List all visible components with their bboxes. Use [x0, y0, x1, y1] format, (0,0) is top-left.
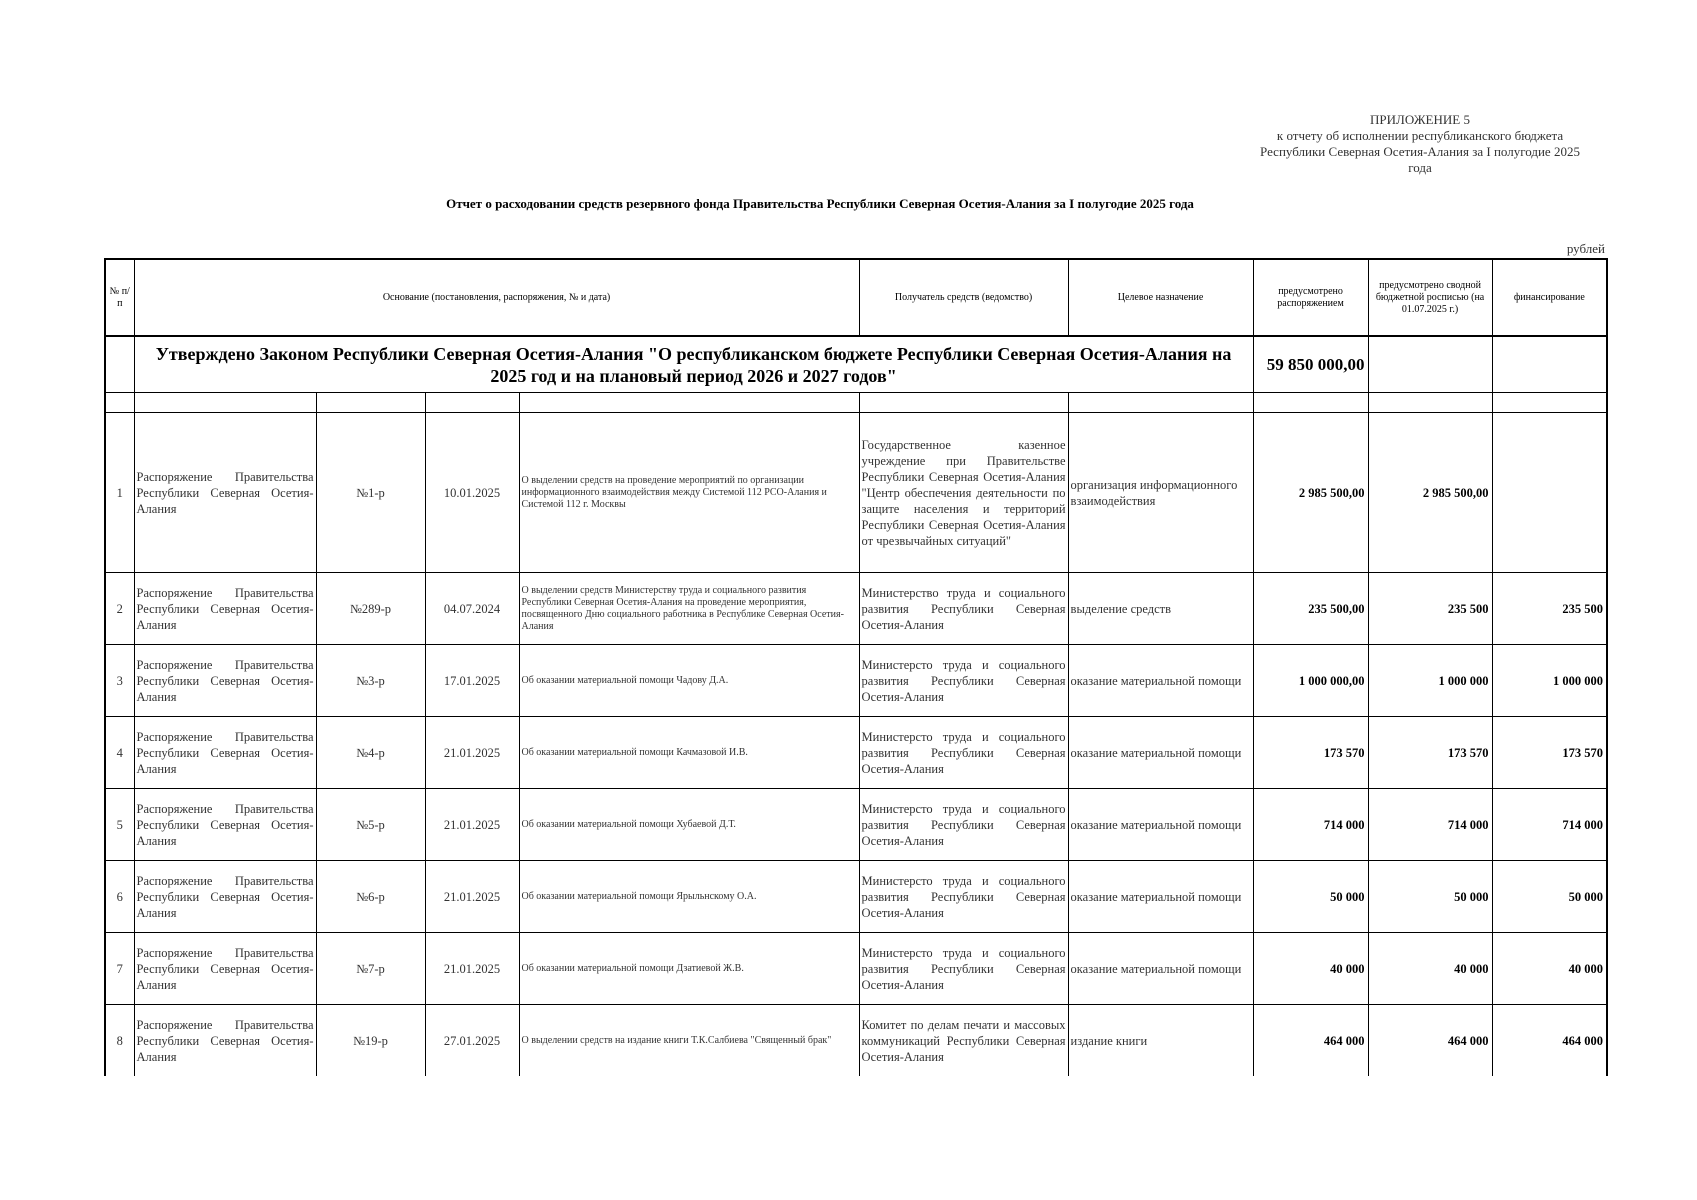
document-title: Отчет о расходовании средств резервного фонда Правительства Республики Северная Осетия-Алания за I полугодие 2025 года — [446, 196, 1194, 211]
approved-budget-cell — [1368, 336, 1492, 393]
row-recipient: Министерсто труда и социального развития Республики Северная Осетия-Алания — [859, 933, 1068, 1005]
row-doc-date: 21.01.2025 — [425, 717, 519, 789]
row-budget-amount: 235 500 — [1368, 573, 1492, 645]
row-budget-amount: 50 000 — [1368, 861, 1492, 933]
appendix-line-3: Республики Северная Осетия-Алания за I полугодие 2025 — [1260, 144, 1580, 159]
row-financing-amount: 464 000 — [1492, 1005, 1607, 1077]
row-target: оказание материальной помощи — [1068, 717, 1253, 789]
row-target: оказание материальной помощи — [1068, 645, 1253, 717]
row-doc-number: №289-р — [316, 573, 425, 645]
row-financing-amount: 714 000 — [1492, 789, 1607, 861]
table-body — [105, 336, 1607, 1076]
row-planned-amount: 714 000 — [1253, 789, 1368, 861]
row-financing-amount: 40 000 — [1492, 933, 1607, 1005]
row-basis: Распоряжение Правительства Республики Северная Осетия-Алания — [134, 413, 316, 573]
header-planned: предусмотрено распоряжением — [1253, 259, 1368, 336]
row-planned-amount: 235 500,00 — [1253, 573, 1368, 645]
row-target: оказание материальной помощи — [1068, 789, 1253, 861]
row-financing-amount: 173 570 — [1492, 717, 1607, 789]
row-doc-date: 04.07.2024 — [425, 573, 519, 645]
row-planned-amount: 464 000 — [1253, 1005, 1368, 1077]
row-recipient: Министерство труда и социального развития Республики Северная Осетия-Алания — [859, 573, 1068, 645]
row-basis: Распоряжение Правительства Республики Северная Осетия-Алания — [134, 933, 316, 1005]
appendix-line-4: года — [1408, 160, 1432, 175]
row-financing-amount: 235 500 — [1492, 573, 1607, 645]
row-planned-amount: 50 000 — [1253, 861, 1368, 933]
row-purpose: О выделении средств на издание книги Т.К.Салбиева "Священный брак" — [519, 1005, 859, 1077]
appendix-line-1: ПРИЛОЖЕНИЕ 5 — [1370, 112, 1470, 127]
row-basis: Распоряжение Правительства Республики Северная Осетия-Алания — [134, 717, 316, 789]
reserve-fund-table — [104, 258, 1608, 1076]
row-target: оказание материальной помощи — [1068, 933, 1253, 1005]
row-planned-amount: 173 570 — [1253, 717, 1368, 789]
row-target: организация информационного взаимодействия — [1068, 413, 1253, 573]
row-planned-amount: 1 000 000,00 — [1253, 645, 1368, 717]
row-planned-amount: 2 985 500,00 — [1253, 413, 1368, 573]
row-basis: Распоряжение Правительства Республики Северная Осетия-Алания — [134, 789, 316, 861]
appendix-line-2: к отчету об исполнении республиканского бюджета — [1276, 128, 1564, 143]
row-num: 1 — [105, 413, 134, 573]
row-purpose: Об оказании материальной помощи Хубаевой Д.Т. — [519, 789, 859, 861]
row-doc-date: 27.01.2025 — [425, 1005, 519, 1077]
row-target: выделение средств — [1068, 573, 1253, 645]
spacer-cell — [1492, 393, 1607, 413]
row-target: издание книги — [1068, 1005, 1253, 1077]
row-purpose: О выделении средств Министерству труда и социального развития Республики Северная Осетия-Алания на проведение мероприятия, посвященного Дню социального работника в Республике Северная Осетия-Алания — [519, 573, 859, 645]
row-recipient: Министерсто труда и социального развития Республики Северная Осетия-Алания — [859, 645, 1068, 717]
table-row — [105, 861, 1607, 933]
table-row — [105, 717, 1607, 789]
row-recipient: Министерсто труда и социального развития Республики Северная Осетия-Алания — [859, 789, 1068, 861]
header-target: Целевое назначение — [1068, 259, 1253, 336]
row-financing-amount: 1 000 000 — [1492, 645, 1607, 717]
row-purpose: О выделении средств на проведение мероприятий по организации информационного взаимодействия между Системой 112 РСО-Алания и Системой 112 г. Москвы — [519, 413, 859, 573]
spacer-cell — [105, 393, 134, 413]
row-budget-amount: 1 000 000 — [1368, 645, 1492, 717]
header-num: № п/п — [105, 259, 134, 336]
table-row — [105, 1005, 1607, 1077]
row-budget-amount: 2 985 500,00 — [1368, 413, 1492, 573]
row-num: 7 — [105, 933, 134, 1005]
row-purpose: Об оказании материальной помощи Ярыльнскому О.А. — [519, 861, 859, 933]
row-financing-amount — [1492, 413, 1607, 573]
spacer-cell — [425, 393, 519, 413]
row-num: 8 — [105, 1005, 134, 1077]
row-num: 3 — [105, 645, 134, 717]
header-basis: Основание (постановления, распоряжения, № и дата) — [134, 259, 859, 336]
row-doc-number: №1-р — [316, 413, 425, 573]
approved-row — [105, 336, 1607, 393]
table-row — [105, 573, 1607, 645]
row-budget-amount: 464 000 — [1368, 1005, 1492, 1077]
row-recipient: Комитет по делам печати и массовых коммуникаций Республики Северная Осетия-Алания — [859, 1005, 1068, 1077]
header-recipient: Получатель средств (ведомство) — [859, 259, 1068, 336]
row-budget-amount: 173 570 — [1368, 717, 1492, 789]
row-doc-number: №7-р — [316, 933, 425, 1005]
row-doc-number: №19-р — [316, 1005, 425, 1077]
row-num: 6 — [105, 861, 134, 933]
row-target: оказание материальной помощи — [1068, 861, 1253, 933]
spacer-cell — [316, 393, 425, 413]
spacer-cell — [1253, 393, 1368, 413]
row-purpose: Об оказании материальной помощи Дзатиевой Ж.В. — [519, 933, 859, 1005]
approved-num-cell — [105, 336, 134, 393]
header-financing: финансирование — [1492, 259, 1607, 336]
row-num: 5 — [105, 789, 134, 861]
row-doc-date: 21.01.2025 — [425, 861, 519, 933]
row-basis: Распоряжение Правительства Республики Северная Осетия-Алания — [134, 1005, 316, 1077]
spacer-cell — [1068, 393, 1253, 413]
spacer-row — [105, 393, 1607, 413]
row-budget-amount: 40 000 — [1368, 933, 1492, 1005]
row-planned-amount: 40 000 — [1253, 933, 1368, 1005]
table-row — [105, 933, 1607, 1005]
row-doc-number: №5-р — [316, 789, 425, 861]
row-doc-number: №4-р — [316, 717, 425, 789]
approved-text: Утверждено Законом Республики Северная Осетия-Алания "О республиканском бюджете Республики Северная Осетия-Алания на 2025 год и на плановый период 2026 и 2027 годов" — [134, 336, 1253, 393]
row-basis: Распоряжение Правительства Республики Северная Осетия-Алания — [134, 573, 316, 645]
row-budget-amount: 714 000 — [1368, 789, 1492, 861]
row-financing-amount: 50 000 — [1492, 861, 1607, 933]
spacer-cell — [1368, 393, 1492, 413]
row-basis: Распоряжение Правительства Республики Северная Осетия-Алания — [134, 645, 316, 717]
spacer-cell — [134, 393, 316, 413]
row-doc-number: №6-р — [316, 861, 425, 933]
row-doc-date: 10.01.2025 — [425, 413, 519, 573]
spacer-cell — [519, 393, 859, 413]
row-doc-number: №3-р — [316, 645, 425, 717]
row-num: 2 — [105, 573, 134, 645]
row-purpose: Об оказании материальной помощи Качмазовой И.В. — [519, 717, 859, 789]
row-recipient: Министерсто труда и социального развития Республики Северная Осетия-Алания — [859, 861, 1068, 933]
appendix-note — [1240, 112, 1600, 176]
table-row — [105, 645, 1607, 717]
table-row — [105, 413, 1607, 573]
row-recipient: Министерсто труда и социального развития Республики Северная Осетия-Алания — [859, 717, 1068, 789]
currency-unit: рублей — [1566, 241, 1605, 256]
approved-amount: 59 850 000,00 — [1253, 336, 1368, 393]
row-num: 4 — [105, 717, 134, 789]
approved-financing-cell — [1492, 336, 1607, 393]
row-recipient: Государственное казенное учреждение при Правительстве Республики Северная Осетия-Алания "Центр обеспечения деятельности по защите населения и территорий Республики Северная Осетия-Алания от чрезвычайных ситуаций" — [859, 413, 1068, 573]
row-doc-date: 17.01.2025 — [425, 645, 519, 717]
table-row — [105, 789, 1607, 861]
row-doc-date: 21.01.2025 — [425, 789, 519, 861]
row-doc-date: 21.01.2025 — [425, 933, 519, 1005]
row-basis: Распоряжение Правительства Республики Северная Осетия-Алания — [134, 861, 316, 933]
header-budget: предусмотрено сводной бюджетной росписью (на 01.07.2025 г.) — [1368, 259, 1492, 336]
table-header-row — [105, 259, 1607, 336]
row-purpose: Об оказании материальной помощи Чадову Д.А. — [519, 645, 859, 717]
spacer-cell — [859, 393, 1068, 413]
